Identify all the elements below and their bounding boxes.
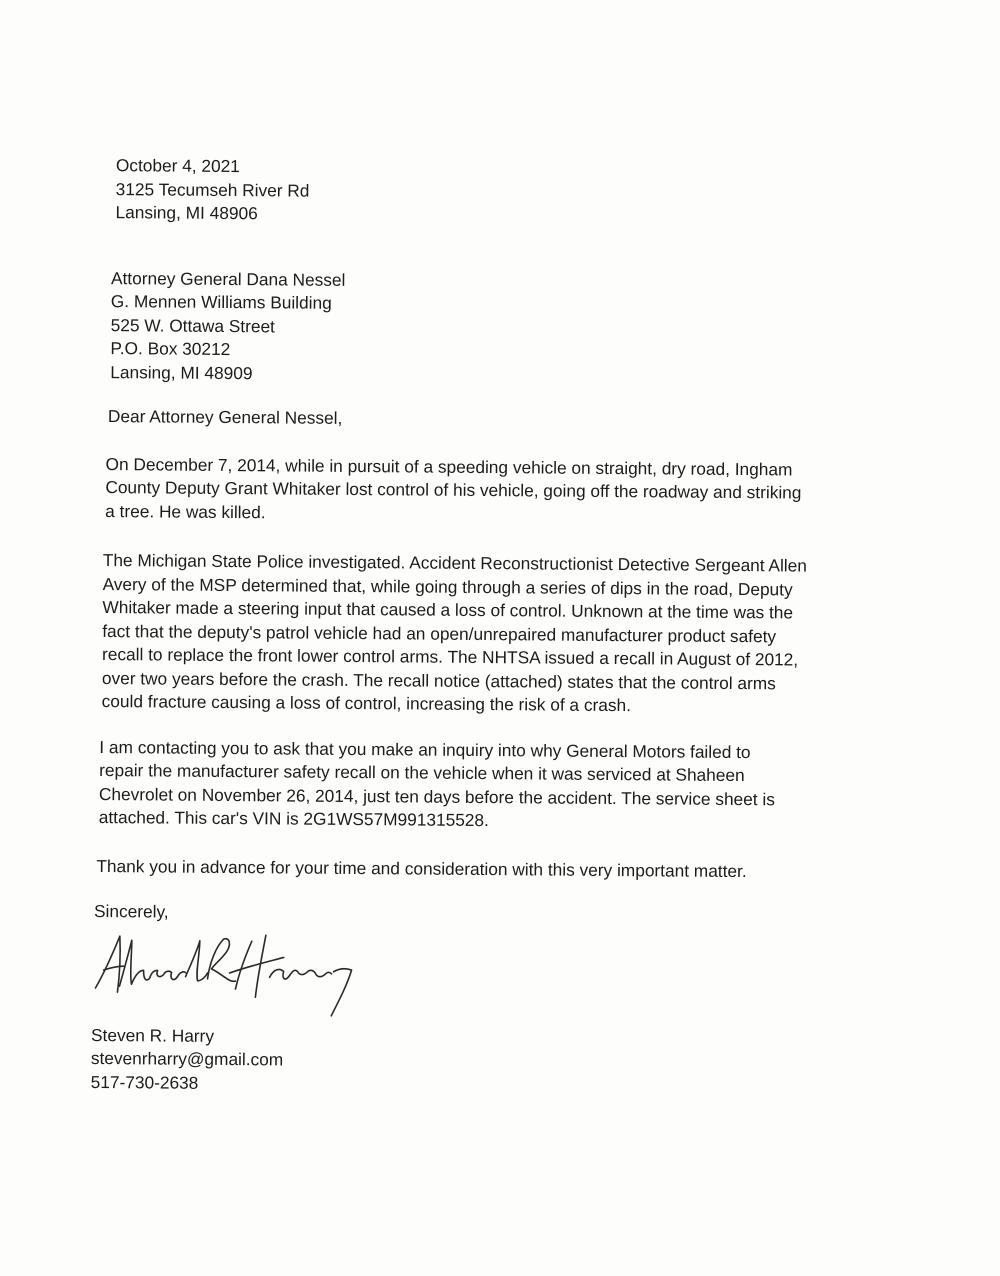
paragraph-line: could fracture causing a loss of control, increasing the risk of a crash. [101, 691, 632, 716]
paragraph-line: Whitaker made a steering input that caused a loss of control. Unknown at the time was the [102, 597, 794, 623]
paragraph-line: Chevrolet on November 26, 2014, just ten days before the accident. The service sheet is [98, 783, 775, 809]
paragraph-line: I am contacting you to ask that you make an inquiry into why General Motors failed to [99, 736, 751, 762]
recipient-name: Attorney General Dana Nessel [110, 267, 346, 290]
paragraph-line: over two years before the crash. The recall notice (attached) states that the control arms [101, 667, 776, 693]
paragraph-request [99, 735, 898, 835]
handwritten-signature [89, 925, 360, 1023]
paragraph-investigation [102, 549, 899, 720]
paragraph-line: fact that the deputy's patrol vehicle had an open/unrepaired manufacturer product safety [102, 620, 777, 646]
paragraph-line: The Michigan State Police investigated. Accident Reconstructionist Detective Sergeant Allen [102, 550, 807, 576]
paragraph-line: Thank you in advance for your time and consideration with this very important matter. [96, 855, 747, 881]
sender-block [115, 154, 902, 231]
paragraph-line: recall to replace the front lower control arms. The NHTSA issued a recall in August of 2012, [101, 644, 799, 670]
paragraph-line: attached. This car's VIN is 2G1WS57M991315528. [98, 806, 489, 831]
salutation: Dear Attorney General Nessel, [107, 406, 343, 428]
paragraph-thanks [96, 854, 896, 884]
signer-phone: 517-730-2638 [90, 1071, 199, 1093]
recipient-building: G. Mennen Williams Building [110, 291, 332, 313]
closing: Sincerely, [93, 900, 169, 922]
letter-date: October 4, 2021 [115, 155, 240, 177]
signature-block [91, 1023, 896, 1100]
paragraph-incident [105, 453, 900, 530]
letter-body [90, 154, 902, 1100]
paragraph-line: Avery of the MSP determined that, while going through a series of dips in the road, Deputy [102, 573, 793, 599]
paragraph-line: County Deputy Grant Whitaker lost control of his vehicle, going off the roadway and striking [105, 477, 802, 503]
recipient-po-box: P.O. Box 30212 [110, 338, 231, 360]
recipient-block [110, 267, 901, 391]
recipient-street: 525 W. Ottawa Street [110, 314, 275, 336]
sender-city: Lansing, MI 48906 [115, 202, 258, 224]
signer-email: stevenrharry@gmail.com [90, 1047, 284, 1070]
signer-name: Steven R. Harry [91, 1024, 215, 1046]
sender-street: 3125 Tecumseh River Rd [115, 178, 310, 201]
paragraph-line: a tree. He was killed. [105, 500, 266, 522]
recipient-city: Lansing, MI 48909 [110, 361, 253, 383]
paragraph-line: On December 7, 2014, while in pursuit of a speeding vehicle on straight, dry road, Ingham [105, 453, 793, 479]
paragraph-line: repair the manufacturer safety recall on the vehicle when it was serviced at Shaheen [99, 759, 745, 786]
